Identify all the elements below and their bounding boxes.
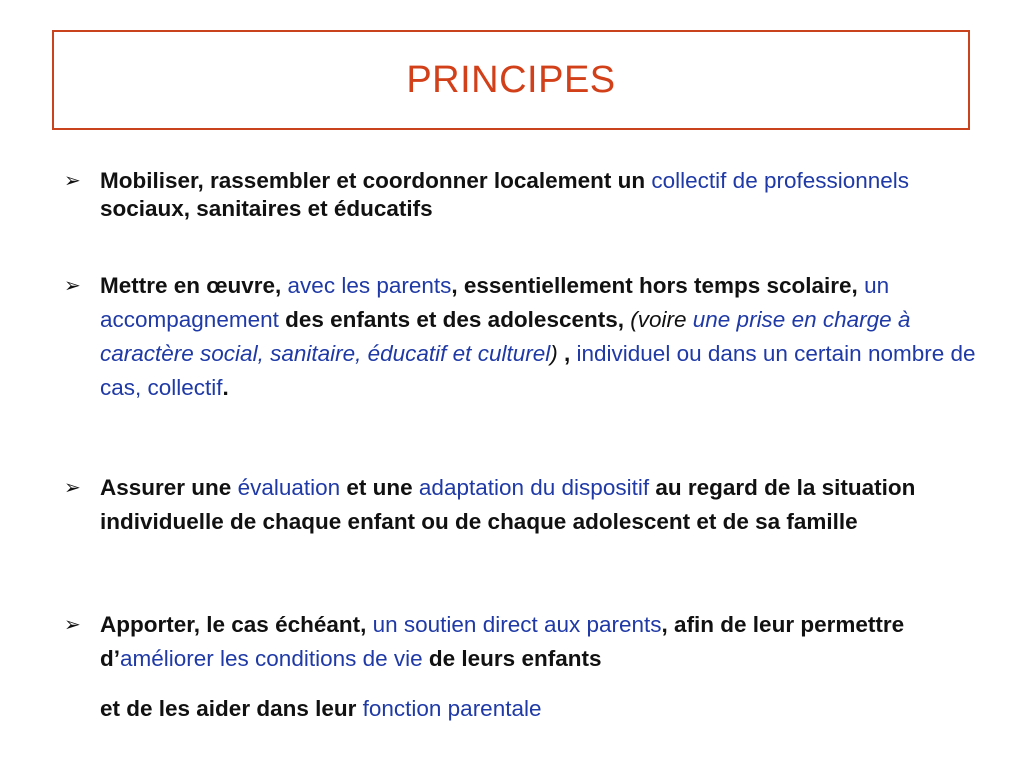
bullet-4-text-3: de leurs enfants	[422, 646, 602, 671]
bullet-2-italic-open: (voire	[630, 307, 693, 332]
bullet-2-text-end: .	[222, 375, 229, 400]
arrow-right-icon: ➢	[64, 170, 81, 192]
bullet-2-text-3: des enfants et des adolescents,	[278, 307, 631, 332]
bullet-item-1	[64, 167, 980, 223]
bullet-4-text-4: et de les aider dans leur	[100, 696, 363, 721]
bullet-item-2	[64, 269, 980, 405]
bullet-item-4	[64, 608, 980, 726]
bullet-2-text: Mettre en œuvre,	[100, 273, 288, 298]
bullet-2-highlight-individuel: individuel ou dans un certain nombre de cas, collectif	[100, 341, 976, 400]
bullet-2-italic-close: )	[550, 341, 558, 366]
bullet-3-text-2: et une	[340, 475, 419, 500]
arrow-right-icon: ➢	[64, 477, 81, 499]
bullet-2-highlight-accompagnement: un accompagnement	[100, 273, 890, 332]
bullet-1-highlight: collectif de professionnels	[651, 168, 910, 193]
bullet-2-text-4: ,	[557, 341, 577, 366]
bullet-4-highlight-soutien: un soutien direct aux parents	[372, 612, 662, 637]
bullet-3-text-end: au regard de la situation individuelle de chaque enfant ou de chaque adolescent et de sa famille	[100, 475, 916, 534]
bullet-3-highlight-evaluation: évaluation	[237, 475, 341, 500]
bullet-2-text-2: , essentiellement hors temps scolaire,	[451, 273, 865, 298]
page-title: PRINCIPES	[406, 58, 616, 101]
line-gap	[100, 676, 980, 692]
title-box	[52, 30, 970, 130]
bullet-1-text-end: sociaux, sanitaires et éducatifs	[100, 196, 433, 221]
bullet-4-text: Apporter, le cas échéant,	[100, 612, 373, 637]
bullet-2-highlight-parents: avec les parents	[287, 273, 452, 298]
arrow-right-icon: ➢	[64, 275, 81, 297]
bullet-2-highlight-prise-en-charge: une prise en charge à caractère social, sanitaire, éducatif et culturel	[100, 307, 911, 366]
bullet-item-3	[64, 471, 980, 539]
bullet-3-text: Assurer une	[100, 475, 238, 500]
bullet-4-highlight-fonction: fonction parentale	[362, 696, 542, 721]
bullet-4-text-2: , afin de leur permettre d’	[100, 612, 905, 671]
bullet-4-highlight-conditions: améliorer les conditions de vie	[120, 646, 423, 671]
bullet-3-highlight-adaptation: adaptation du dispositif	[418, 475, 650, 500]
arrow-right-icon: ➢	[64, 614, 81, 636]
bullet-1-text: Mobiliser, rassembler et coordonner localement un	[100, 168, 652, 193]
